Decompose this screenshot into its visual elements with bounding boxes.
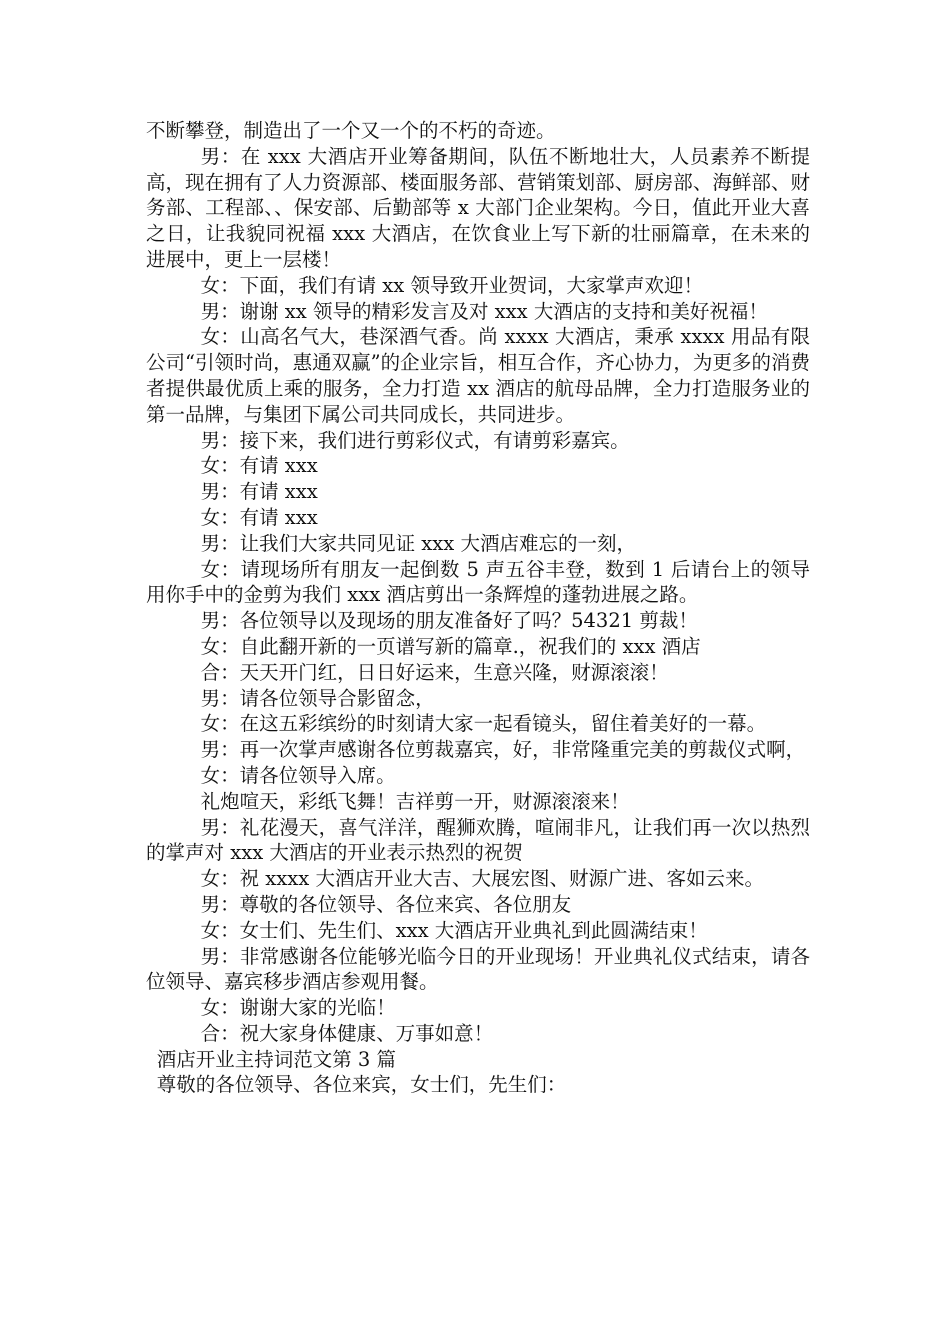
paragraph: 男：接下来，我们进行剪彩仪式，有请剪彩嘉宾。 — [200, 428, 630, 452]
paragraph: 女：自此翻开新的一页谱写新的篇章.，祝我们的 xxx 酒店 — [200, 634, 701, 658]
paragraph: 男：谢谢 xx 领导的精彩发言及对 xxx 大酒店的支持和美好祝福！ — [200, 299, 768, 323]
paragraph: 女：请各位领导入席。 — [200, 763, 396, 787]
paragraph: 男：各位领导以及现场的朋友准备好了吗？54321 剪裁！ — [200, 609, 698, 633]
paragraph: 男：在 xxx 大酒店开业筹备期间，队伍不断地壮大，人员素养不断提高，现在拥有了人力资源部、楼面服务部、营销策划部、厨房部、海鲜部、财务部、工程部、、保安部、后勤部等 x 大部门企业架构。今日，值此开业大喜之日，让我貌同祝福 xxx 大酒店，在饮食业上写下新的壮丽篇章，在未来的进展中，更上一层楼！ — [146, 144, 810, 271]
section-heading: 酒店开业主持词范文第 3 篇 — [156, 1047, 397, 1071]
paragraph: 尊敬的各位领导、各位来宾，女士们，先生们： — [156, 1073, 567, 1097]
paragraph: 合：天天开门红，日日好运来，生意兴隆，财源滚滚！ — [200, 660, 669, 684]
paragraph: 女：有请 xxx — [200, 454, 318, 478]
paragraph: 女：请现场所有朋友一起倒数 5 声五谷丰登，数到 1 后请台上的领导用你手中的金剪为我们 xxx 酒店剪出一条辉煌的蓬勃进展之路。 — [146, 557, 810, 607]
paragraph: 男：礼花漫天，喜气洋洋，醒狮欢腾，喧闹非凡，让我们再一次以热烈的掌声对 xxx 大酒店的开业表示热烈的祝贺 — [146, 815, 810, 865]
paragraph: 男：尊敬的各位领导、各位来宾、各位朋友 — [200, 892, 572, 916]
paragraph: 男：请各位领导合影留念， — [200, 686, 435, 710]
paragraph: 女：山高名气大，巷深酒气香。尚 xxxx 大酒店，秉承 xxxx 用品有限公司“引领时尚，惠通双赢”的企业宗旨，相互合作，齐心协力，为更多的消费者提供最优质上乘的服务，全力打造 xx 酒店的航母品牌，全力打造服务业的第一品牌，与集团下属公司共同成长，共同进步。 — [146, 325, 810, 426]
paragraph: 女：在这五彩缤纷的时刻请大家一起看镜头，留住着美好的一幕。 — [200, 712, 767, 736]
paragraph: 男：再一次掌声感谢各位剪裁嘉宾，好，非常隆重完美的剪裁仪式啊， — [200, 738, 806, 762]
paragraph: 男：有请 xxx — [200, 480, 318, 504]
document-body — [146, 118, 810, 1098]
paragraph: 男：让我们大家共同见证 xxx 大酒店难忘的一刻， — [200, 531, 636, 555]
paragraph: 女：女士们、先生们、xxx 大酒店开业典礼到此圆满结束！ — [200, 918, 708, 942]
paragraph: 合：祝大家身体健康、万事如意！ — [200, 1021, 494, 1045]
paragraph: 不断攀登，制造出了一个又一个的不朽的奇迹。 — [146, 119, 556, 142]
paragraph: 女：有请 xxx — [200, 505, 318, 529]
paragraph: 男：非常感谢各位能够光临今日的开业现场！开业典礼仪式结束，请各位领导、嘉宾移步酒店参观用餐。 — [146, 944, 810, 994]
paragraph: 礼炮喧天，彩纸飞舞！吉祥剪一开，财源滚滚来！ — [200, 789, 630, 813]
paragraph: 女：下面，我们有请 xx 领导致开业贺词，大家掌声欢迎！ — [200, 273, 703, 297]
paragraph: 女：祝 xxxx 大酒店开业大吉、大展宏图、财源广进、客如云来。 — [200, 867, 764, 891]
paragraph: 女：谢谢大家的光临！ — [200, 996, 396, 1020]
